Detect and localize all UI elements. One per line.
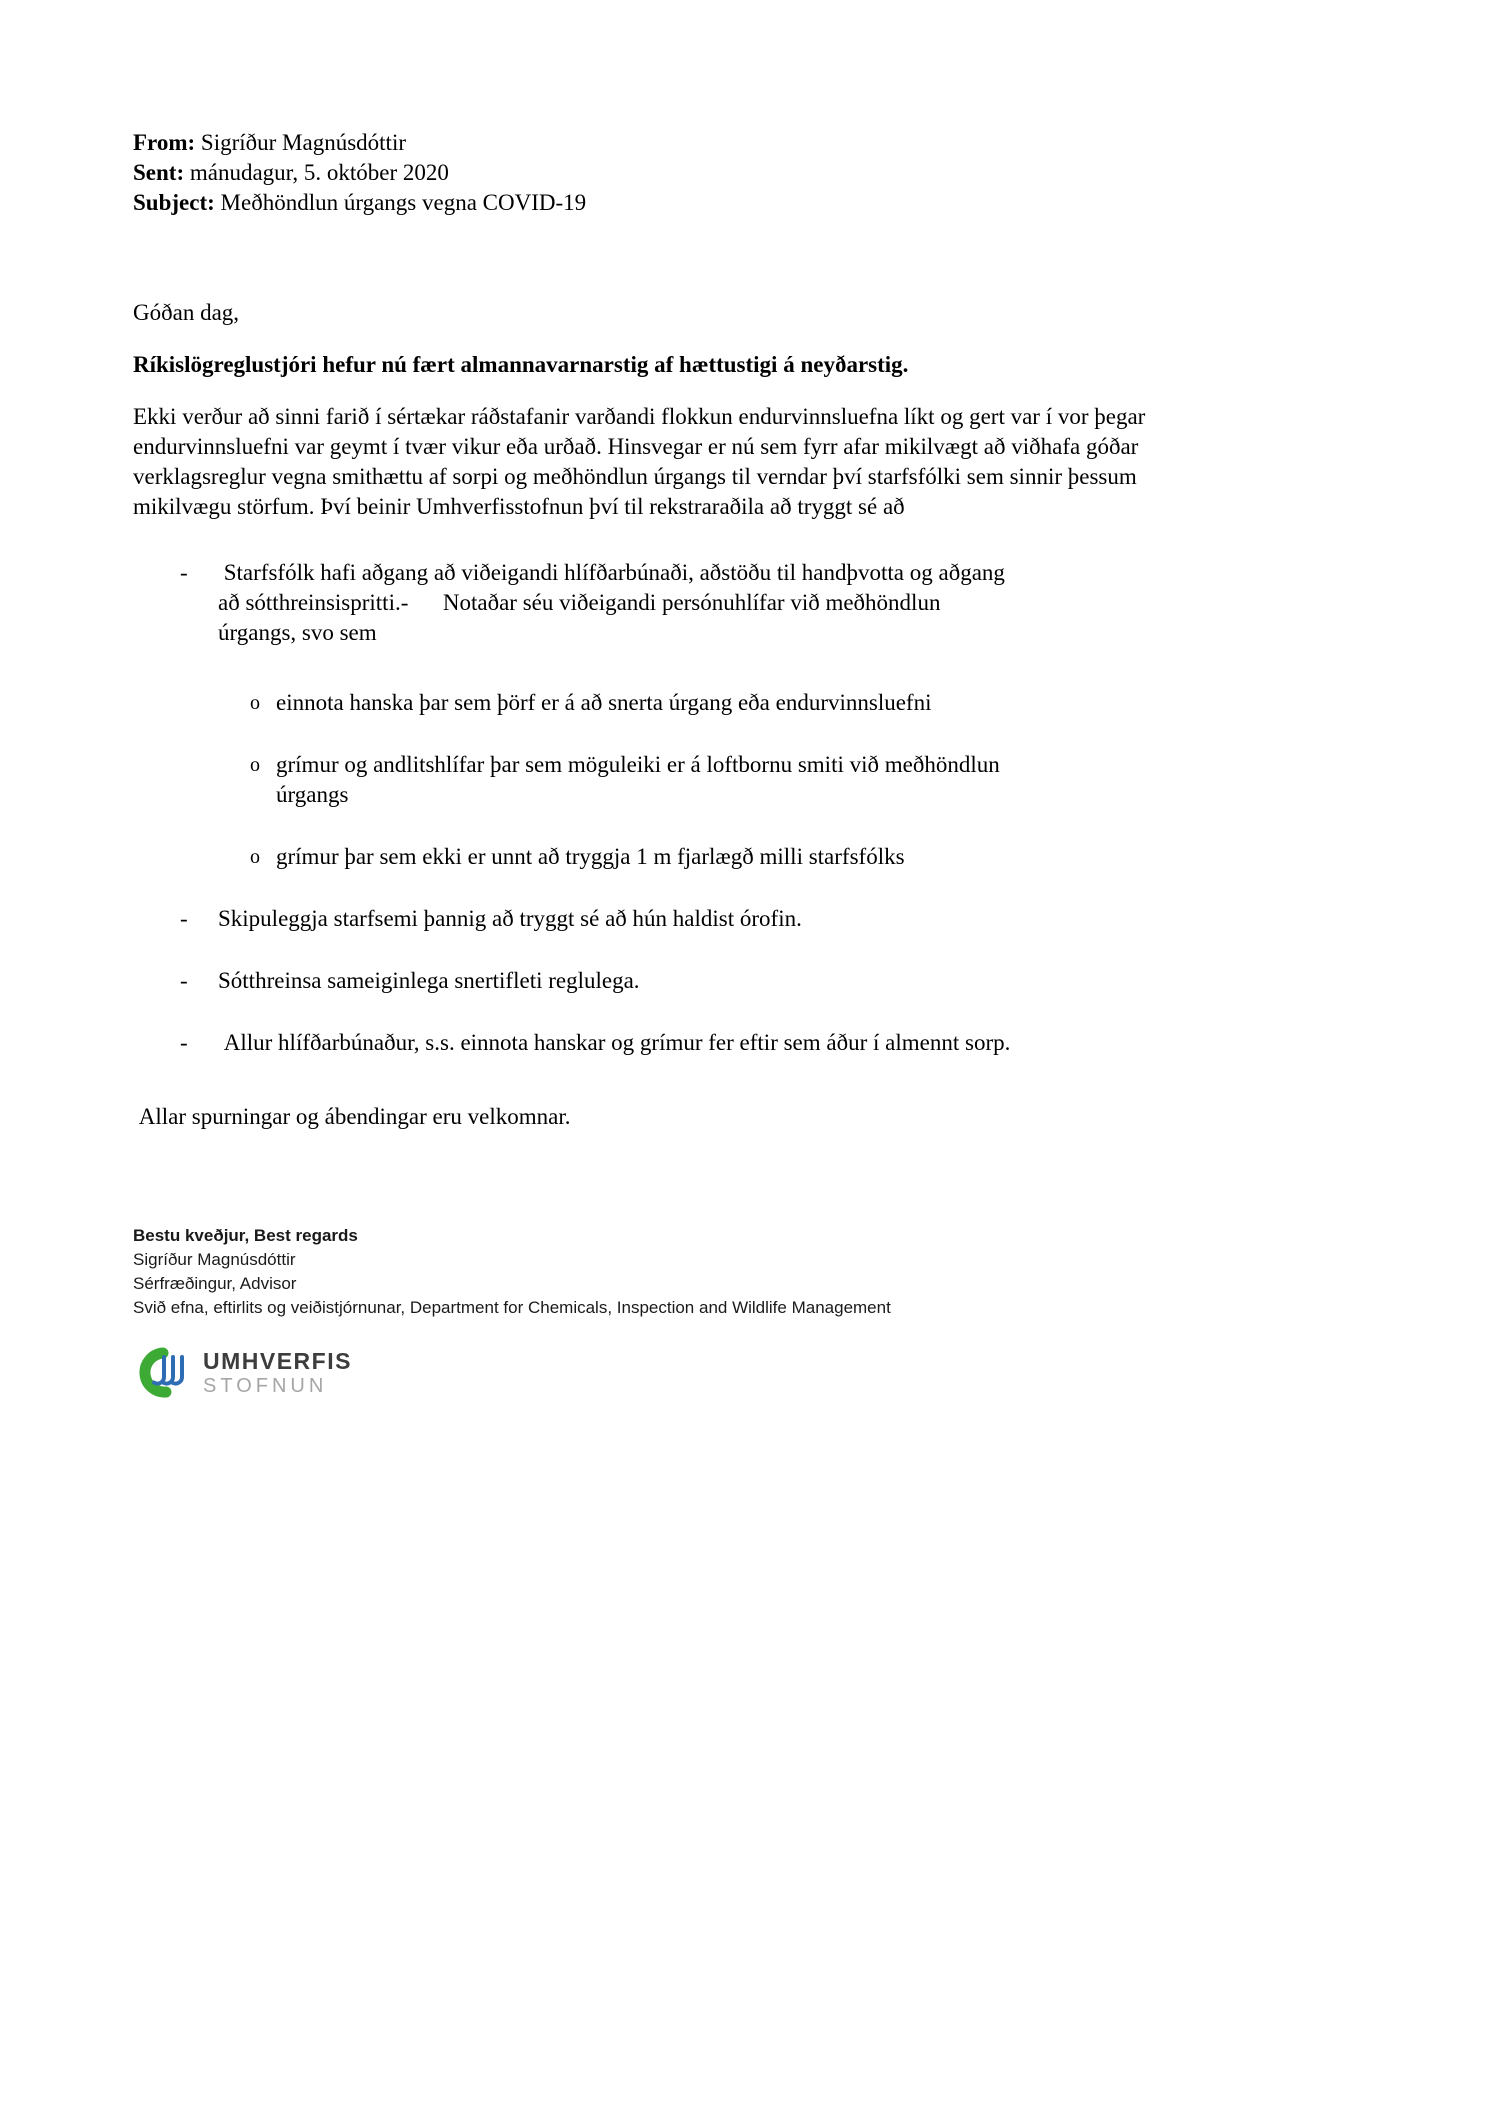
signature-block bbox=[133, 1224, 1223, 1320]
email-header bbox=[133, 128, 1223, 218]
umhverfisstofnun-logo-icon bbox=[133, 1346, 195, 1400]
list-item-text: Allur hlífðarbúnaður, s.s. einnota hanskar og grímur fer eftir sem áður í almennt sorp. bbox=[218, 1030, 1011, 1055]
intro-paragraph: Ekki verður að sinni farið í sértækar ráðstafanir varðandi flokkun endurvinnsluefna líkt og gert var í vor þegar endurvinnsluefni var geymt í tvær vikur eða urðað. Hinsvegar er nú sem fyrr afar mikilvægt að viðhafa góðar verklagsreglur vegna smithættu af sorpi og meðhöndlun úrgangs til verndar því starfsfólki sem sinnir þessum mikilvægu störfum. Því beinir Umhverfisstofnun því til rekstraraðila að tryggt sé að bbox=[133, 404, 1152, 519]
list-item-text: Skipuleggja starfsemi þannig að tryggt sé að hún haldist órofin. bbox=[218, 906, 802, 931]
signature-title: Sérfræðingur, Advisor bbox=[133, 1274, 297, 1293]
list-item-text: Sótthreinsa sameiginlega snertifleti reglulega. bbox=[218, 968, 640, 993]
subject-value: Meðhöndlun úrgangs vegna COVID-19 bbox=[214, 190, 587, 215]
sent-label: Sent: bbox=[133, 160, 185, 185]
email-document bbox=[133, 128, 1223, 1400]
list-item bbox=[133, 1028, 1223, 1058]
signature-name: Sigríður Magnúsdóttir bbox=[133, 1250, 296, 1269]
from-value: Sigríður Magnúsdóttir bbox=[195, 130, 407, 155]
logo-title: UMHVERFIS bbox=[203, 1348, 352, 1374]
from-label: From: bbox=[133, 130, 196, 155]
sub-list-item bbox=[133, 750, 1223, 810]
greeting-text: Góðan dag, bbox=[133, 300, 240, 325]
sub-list-item-text: grímur þar sem ekki er unnt að tryggja 1 m fjarlægð milli starfsfólks bbox=[276, 844, 905, 869]
subject-label: Subject: bbox=[133, 190, 215, 215]
signature-regards: Bestu kveðjur, Best regards bbox=[133, 1226, 358, 1245]
circle-marker: o bbox=[250, 754, 260, 776]
sent-value: mánudagur, 5. október 2020 bbox=[184, 160, 449, 185]
subject-line bbox=[133, 188, 1223, 218]
agency-logo-text bbox=[203, 1348, 352, 1398]
logo-subtitle: STOFNUN bbox=[203, 1375, 328, 1397]
dash-marker: - bbox=[180, 1030, 188, 1055]
closing-text: Allar spurningar og ábendingar eru velkomnar. bbox=[133, 1104, 571, 1129]
dash-marker: - bbox=[180, 968, 188, 993]
dash-marker: - bbox=[180, 906, 188, 931]
agency-logo bbox=[133, 1346, 1223, 1400]
list-item-text: Starfsfólk hafi aðgang að viðeigandi hlífðarbúnaði, aðstöðu til handþvotta og aðgang að sótthreinsispritti.- Notaðar séu viðeigandi persónuhlífar við meðhöndlun úrgangs, svo sem bbox=[218, 560, 1011, 645]
sub-list-item-text: grímur og andlitshlífar þar sem möguleiki er á loftbornu smiti við meðhöndlun úrgangs bbox=[276, 752, 1006, 807]
list-item bbox=[133, 966, 1223, 996]
list-item bbox=[133, 558, 1223, 648]
sub-list-item bbox=[133, 842, 1223, 872]
list-item bbox=[133, 904, 1223, 934]
sub-list-item bbox=[133, 688, 1223, 718]
signature-department: Svið efna, eftirlits og veiðistjórnunar, Department for Chemicals, Inspection and Wildlife Management bbox=[133, 1298, 891, 1317]
sub-list-item-text: einnota hanska þar sem þörf er á að snerta úrgang eða endurvinnsluefni bbox=[276, 690, 932, 715]
from-line bbox=[133, 128, 1223, 158]
sent-line bbox=[133, 158, 1223, 188]
circle-marker: o bbox=[250, 846, 260, 868]
alert-statement: Ríkislögreglustjóri hefur nú fært almannavarnarstig af hættustigi á neyðarstig. bbox=[133, 352, 909, 377]
circle-marker: o bbox=[250, 692, 260, 714]
dash-marker: - bbox=[180, 560, 188, 585]
